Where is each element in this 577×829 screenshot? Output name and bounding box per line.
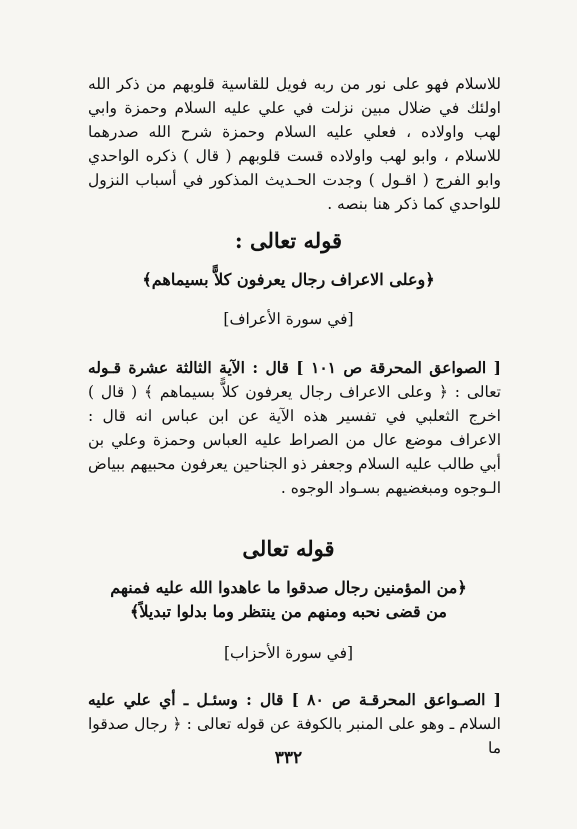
section1-body <box>88 356 501 500</box>
section1-heading: قوله تعالى : <box>234 228 343 253</box>
intro-paragraph <box>88 72 501 216</box>
intro-line: عليه السلام وحمزة شرح الله صدرهما للاسلام ، وابو لهب واولاده قست <box>88 123 501 165</box>
body-line: الوجوه . <box>280 479 334 497</box>
intro-line: المذكور في أسباب النزول للواحدي كما ذكر هنا بنصه . <box>88 171 501 213</box>
section2-sura-ref: [في سورة الأحزاب] <box>223 644 354 662</box>
body-line: [ الصواعق المحرقة ص ١٠١ ] قال : الآية الثالثة عشرة قـوله <box>88 358 501 377</box>
intro-line: قلوبهم ( قال ) ذكره الواحدي وابو الفرج ( اقـول ) وجدت الحـديث <box>88 147 502 189</box>
body-line: [ الصـواعق المحرقـة ص ٨٠ ] قال : وسئـل ـ أي علي عليه <box>88 690 502 709</box>
section2-verse-line1: ﴿من المؤمنين رجال صدقوا ما عاهدوا الله عليه فمنهم <box>110 578 467 597</box>
body-line: السلام ـ وهو على المنبر بالكوفة عن قوله تعالى : ﴿ رجال صدقوا ما <box>88 715 501 757</box>
intro-line: ضلال مبين نزلت في علي عليه السلام وحمزة وابي لهب واولاده ، فعلي <box>88 99 501 141</box>
body-line: وجعفر ذو الجناحين يعرفون محبيهم ببياض الـوجوه ومبغضيهم بسـواد <box>88 455 501 497</box>
section2-heading: قوله تعالى <box>242 536 335 561</box>
intro-line: للاسلام فهو على نور من ربه فويل للقاسية قلوبهم من ذكر الله اولئك في <box>88 75 501 117</box>
section1-verse: ﴿وعلى الاعراف رجال يعرفون كلاًّ بسيماهم﴾ <box>142 270 435 289</box>
body-line: تعالى : ﴿ وعلى الاعراف رجال يعرفون كلاًّ بسيماهم ﴾ ( قال ) اخرج <box>88 383 501 425</box>
page-number: ٣٣٢ <box>274 748 303 768</box>
body-line: الثعلبي في تفسير هذه الآية عن ابن عباس انه قال : الاعراف موضع <box>88 407 502 449</box>
section2-verse-line2: من قضى نحبه ومنهم من ينتظر وما بدلوا تبديلاً﴾ <box>130 602 447 621</box>
body-line: عال من الصراط عليه العباس وحمزة وعلي بن أبي طالب عليه السلام <box>88 431 501 473</box>
section1-sura-ref: [في سورة الأعراف] <box>223 310 354 328</box>
